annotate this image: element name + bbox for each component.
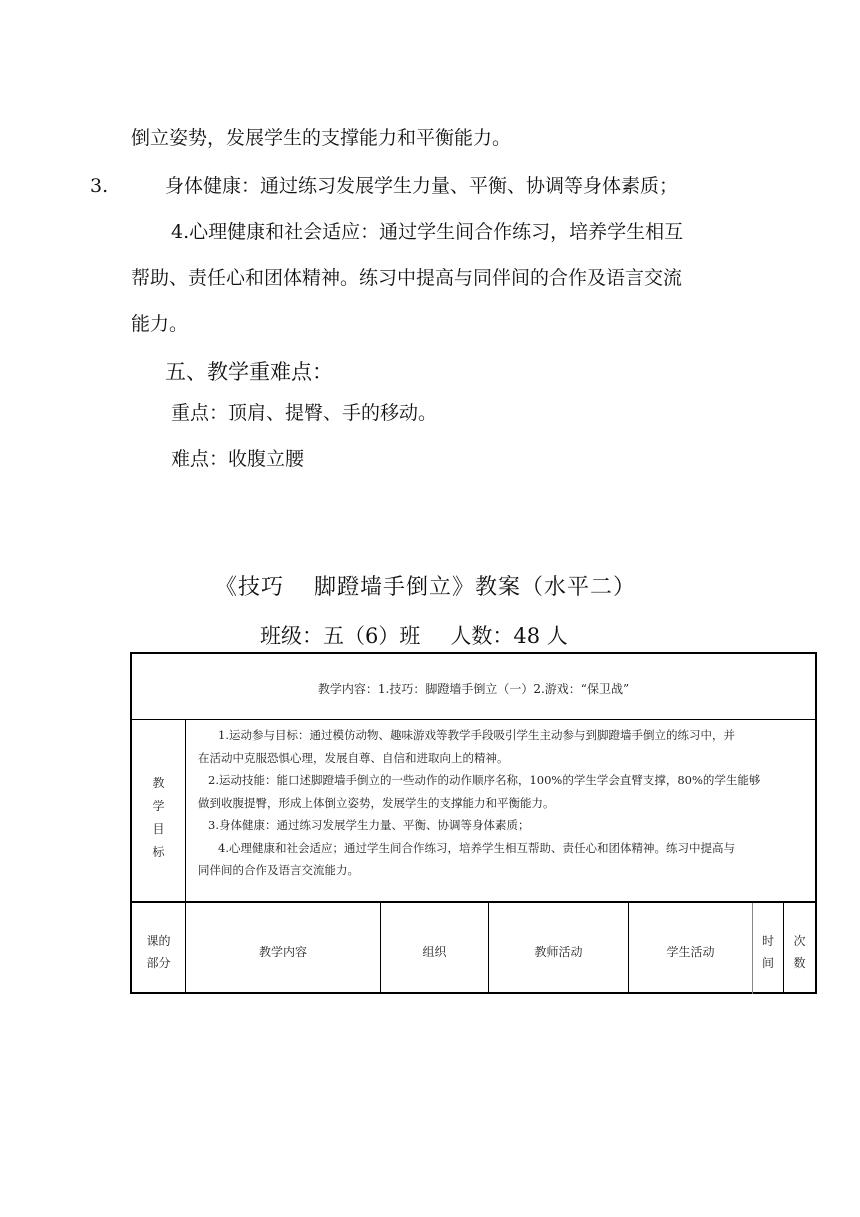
paragraph-4-line-1: 4.心理健康和社会适应：通过学生间合作练习，培养学生相互 (171, 221, 684, 243)
student-count: 人数：48 人 (450, 624, 568, 648)
lesson-plan-title (215, 570, 636, 601)
header-lesson-part (132, 930, 185, 974)
lesson-plan-table (130, 652, 817, 994)
header-organization: 组织 (422, 945, 447, 959)
paragraph-4-line-3: 能力。 (131, 313, 189, 335)
paragraph-3-text: 身体健康：通过练习发展学生力量、平衡、协调等身体素质； (165, 175, 679, 197)
header-count (784, 930, 815, 974)
objective-2-line-1: 2.运动技能：能口述脚蹬墙手倒立的一些动作的动作顺序名称，100%的学生学会直臂支撑，80%的学生能够 (208, 773, 761, 787)
lesson-plan-title-part-1: 《技巧 (215, 575, 285, 600)
lesson-plan-title-part-2: 脚蹬墙手倒立》教案（水平二） (314, 575, 637, 600)
header-time (753, 930, 783, 974)
objectives-label-char-3: 目 (152, 822, 165, 836)
class-info: 班级：五（6）班 (260, 624, 421, 648)
teaching-content-row: 教学内容：1.技巧：脚蹬墙手倒立（一）2.游戏：“保卫战” (317, 682, 630, 696)
objective-1-line-2: 在活动中克服恐惧心理，发展自尊、自信和进取向上的精神。 (198, 750, 509, 765)
key-point: 重点：顶肩、提臀、手的移动。 (171, 402, 438, 424)
header-teacher-activity: 教师活动 (534, 945, 583, 959)
objectives-label (132, 772, 185, 864)
objective-1-line-1: 1.运动参与目标：通过模仿动物、趣味游戏等教学手段吸引学生主动参与到脚蹬墙手倒立的练习中，并 (218, 728, 735, 742)
difficulty-point: 难点：收腹立腰 (171, 448, 305, 470)
objectives-label-char-4: 标 (152, 845, 165, 859)
objective-4-line-2: 同伴间的合作及语言交流能力。 (198, 863, 359, 877)
section-5-title: 五、教学重难点： (165, 360, 333, 384)
objectives-text (198, 724, 810, 882)
header-lesson-part-line-2: 部分 (146, 956, 171, 970)
objectives-label-char-2: 学 (152, 799, 165, 813)
objectives-label-char-1: 教 (152, 776, 165, 790)
header-student-activity: 学生活动 (666, 945, 715, 959)
paragraph-3-number: 3. (90, 175, 109, 197)
header-count-line-2: 数 (793, 956, 806, 970)
header-teaching-content: 教学内容 (258, 945, 307, 959)
header-time-line-1: 时 (761, 934, 774, 948)
paragraph-2-continuation: 倒立姿势，发展学生的支撑能力和平衡能力。 (131, 127, 512, 149)
row-divider-2 (132, 901, 815, 903)
class-info-line (260, 620, 568, 650)
header-time-line-2: 间 (761, 956, 774, 970)
paragraph-4-line-2: 帮助、责任心和团体精神。练习中提高与同伴间的合作及语言交流 (131, 267, 683, 289)
header-lesson-part-line-1: 课的 (146, 934, 171, 948)
row-divider-1 (132, 719, 815, 720)
objective-2-line-2: 做到收腹提臀，形成上体倒立姿势，发展学生的支撑能力和平衡能力。 (198, 795, 555, 810)
objective-4-line-1: 4.心理健康和社会适应；通过学生间合作练习，培养学生相互帮助、责任心和团体精神。练习中提高与 (218, 840, 735, 855)
header-count-line-1: 次 (793, 934, 806, 948)
objective-3: 3.身体健康：通过练习发展学生力量、平衡、协调等身体素质； (208, 818, 530, 832)
